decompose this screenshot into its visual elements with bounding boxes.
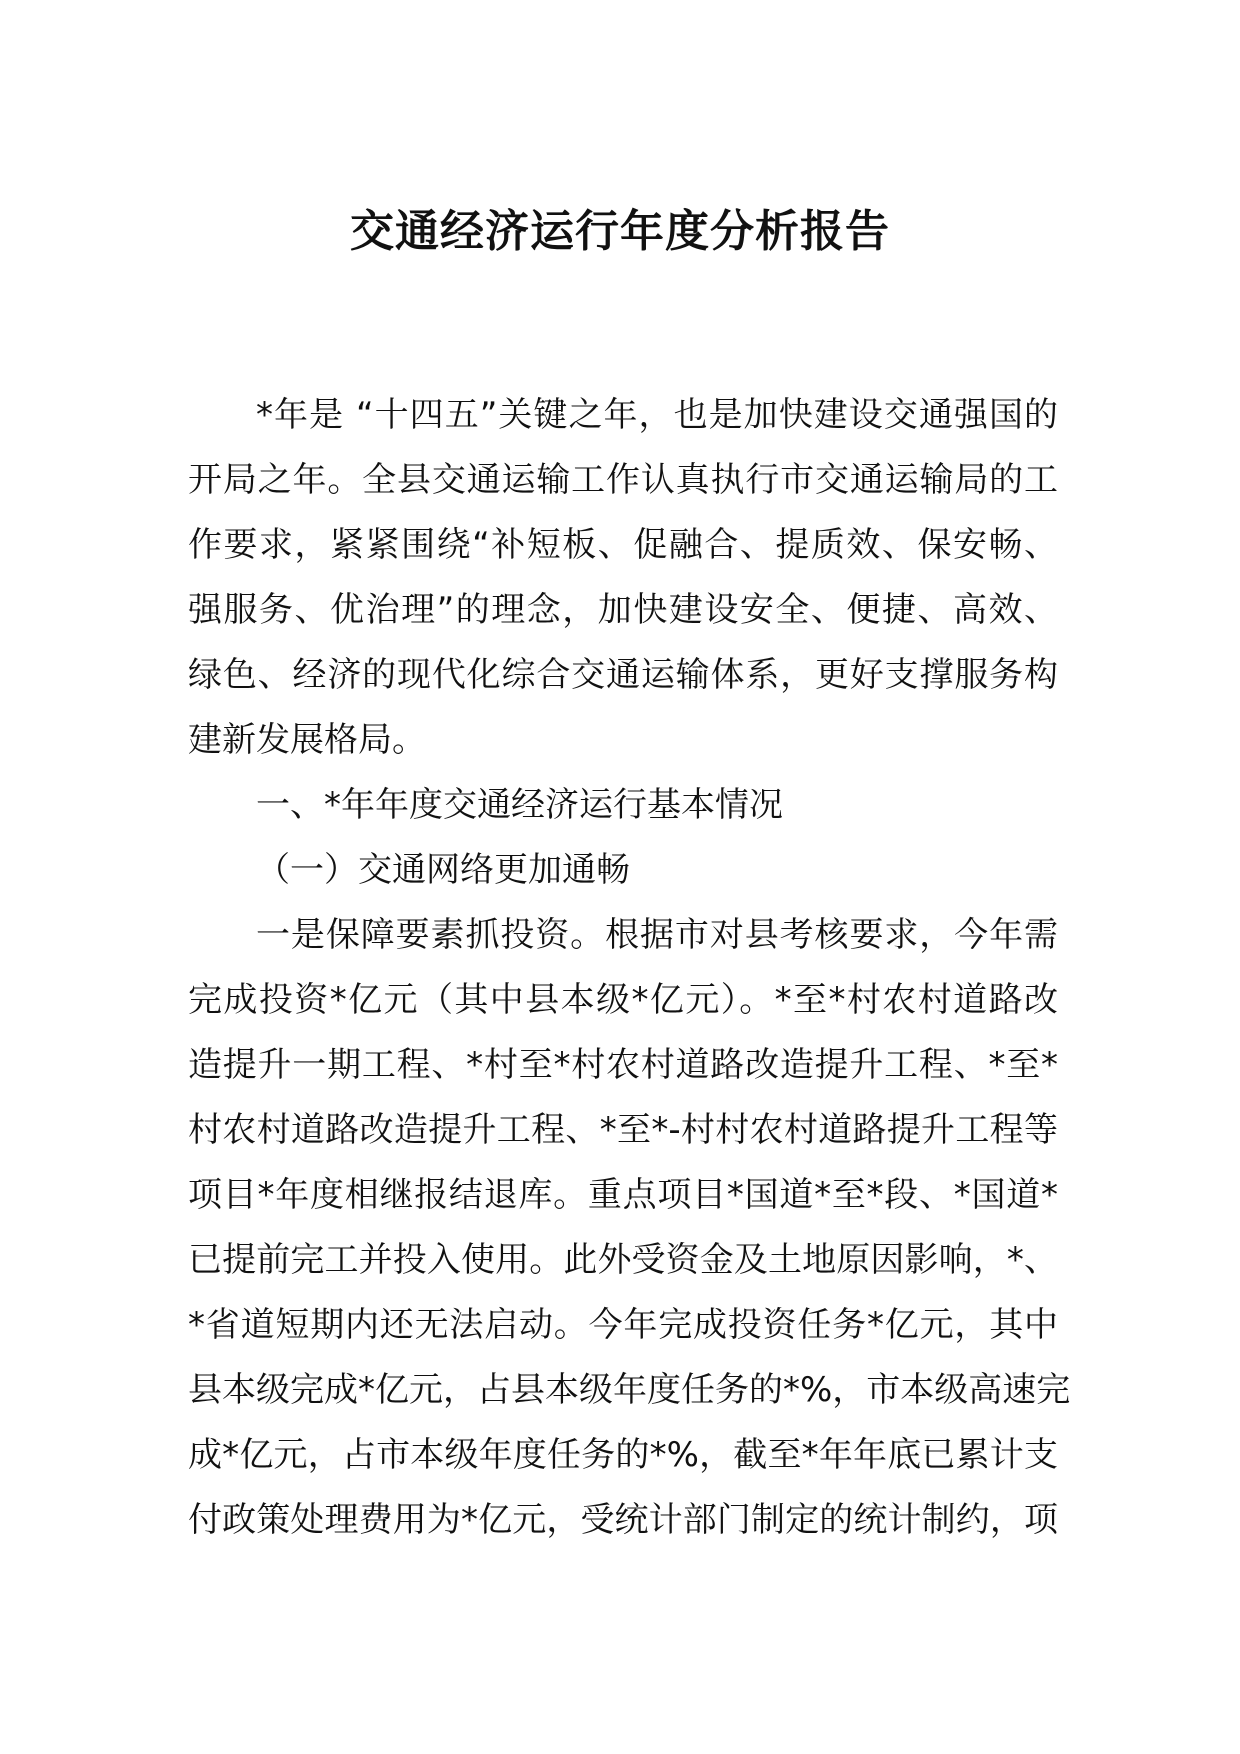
section-heading-1: 一、*年年度交通经济运行基本情况 [256, 785, 783, 825]
paragraph-2-line-10: 付政策处理费用为*亿元，受统计部门制定的统计制约，项 [188, 1500, 1058, 1540]
paragraph-1-line-1: *年是 “十四五”关键之年，也是加快建设交通强国的 [256, 395, 1058, 435]
document-title: 交通经济运行年度分析报告 [350, 206, 890, 257]
paragraph-2-line-6: 已提前完工并投入使用。此外受资金及土地原因影响，*、 [188, 1240, 1058, 1280]
subsection-heading-1: （一）交通网络更加通畅 [256, 850, 630, 890]
paragraph-2-line-2: 完成投资*亿元（其中县本级*亿元）。*至*村农村道路改 [188, 980, 1058, 1020]
document-body [188, 383, 1071, 1553]
paragraph-1-line-4: 强服务、优治理”的理念，加快建设安全、便捷、高效、 [188, 590, 1058, 630]
paragraph-2-line-7: *省道短期内还无法启动。今年完成投资任务*亿元，其中 [188, 1305, 1058, 1345]
paragraph-2-line-1: 一是保障要素抓投资。根据市对县考核要求，今年需 [256, 915, 1058, 955]
paragraph-2-line-5: 项目*年度相继报结退库。重点项目*国道*至*段、*国道* [188, 1175, 1058, 1215]
paragraph-1-line-3: 作要求，紧紧围绕“补短板、促融合、提质效、保安畅、 [188, 525, 1058, 565]
paragraph-1-line-2: 开局之年。全县交通运输工作认真执行市交通运输局的工 [188, 460, 1058, 500]
paragraph-1-line-6: 建新发展格局。 [188, 720, 426, 760]
paragraph-2-line-3: 造提升一期工程、*村至*村农村道路改造提升工程、*至* [188, 1045, 1058, 1085]
paragraph-2-line-9: 成*亿元，占市本级年度任务的*%，截至*年年底已累计支 [188, 1435, 1058, 1475]
paragraph-2-line-4: 村农村道路改造提升工程、*至*-村村农村道路提升工程等 [188, 1110, 1058, 1150]
paragraph-2-line-8: 县本级完成*亿元，占县本级年度任务的*%，市本级高速完 [188, 1370, 1071, 1410]
paragraph-1-line-5: 绿色、经济的现代化综合交通运输体系，更好支撑服务构 [188, 655, 1058, 695]
